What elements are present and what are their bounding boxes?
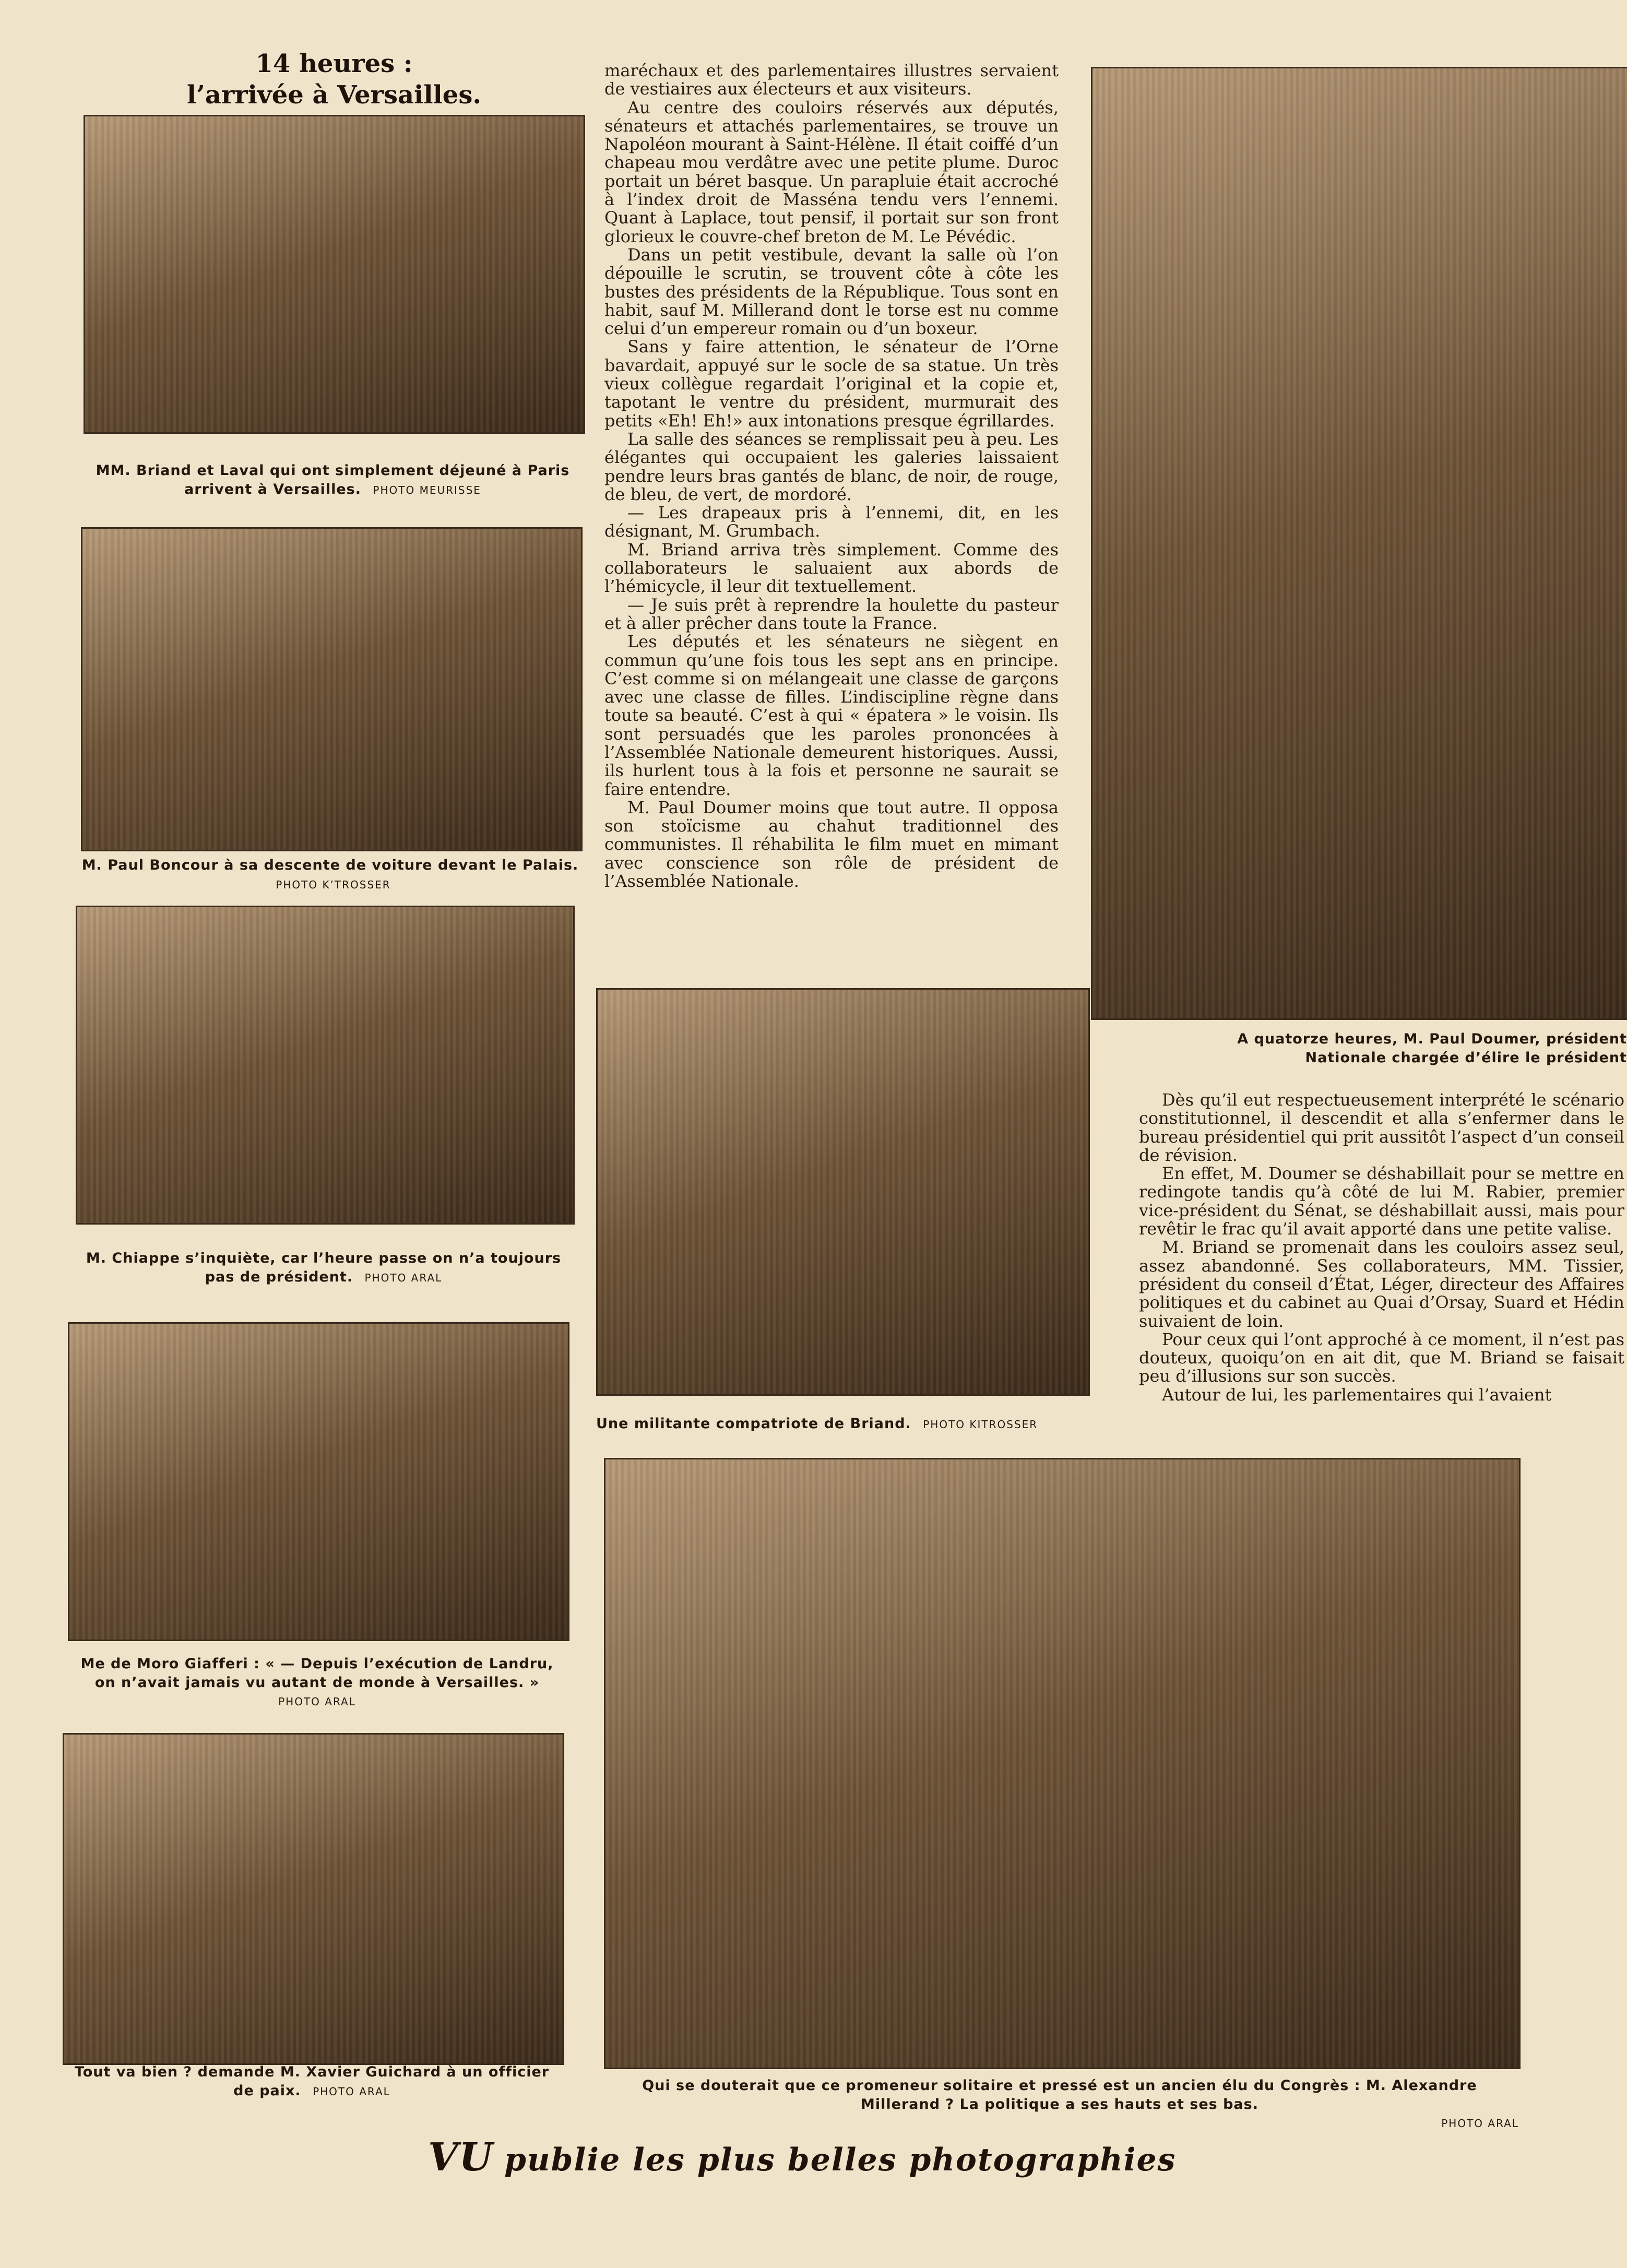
caption-guichard-credit: PHOTO ARAL [313,2085,390,2098]
article-paragraph: M. Briand arriva très simplement. Comme des collaborateurs le saluaient aux abords de l’hémicycle, il leur dit textuellement. [604,539,1059,597]
photo-chiappe [76,906,575,1225]
article-paragraph: M. Paul Doumer moins que tout autre. Il opposa son stoïcisme au chahut traditionnel des communistes. Il réhabilita le film muet en mimant avec conscience son rôle de président de l’Assemblée Nationale. [604,797,1059,892]
caption-chiappe [76,1249,572,1287]
photo-moro-giafferi [68,1322,569,1641]
caption-doumer-line-2: Nationale chargée d’élire le président [1305,1050,1627,1066]
article-middle-column [604,62,1059,890]
caption-militante [596,1415,1087,1434]
caption-guichard [63,2063,561,2101]
article-paragraph: — Je suis prêt à reprendre la houlette du pasteur et à aller prêcher dans toute la France. [604,595,1059,633]
photo-militante [596,988,1090,1396]
caption-millerand-text: Qui se douterait que ce promeneur solitaire et pressé est un ancien élu du Congrès : M. Alexandre Millerand ? La politique a ses hauts et ses bas. [642,2077,1477,2112]
caption-moro-giafferi-text: Me de Moro Giafferi : « — Depuis l’exécution de Landru, on n’avait jamais vu autant de monde à Versailles. » [80,1656,554,1691]
article-paragraph: — Les drapeaux pris à l’ennemi, dit, en les désignant, M. Grumbach. [604,503,1059,541]
caption-boncour [81,856,579,894]
caption-millerand-credit: PHOTO ARAL [1441,2117,1519,2130]
article-paragraph: En effet, M. Doumer se déshabillait pour se mettre en redingote tandis qu’à côté de lui M. Rabier, premier vice-président du Sénat, se déshabillait aussi, mais pour revêtir le frac qu’il avait apporté dans une petite valise. [1139,1163,1624,1239]
photo-assemblee-nationale [1091,67,1627,1020]
caption-briand-laval [84,461,582,500]
article-paragraph: Dès qu’il eut respectueusement interprété le scénario constitutionnel, il descendit et alla s’enfermer dans le bureau présidentiel qui prit aussitôt l’aspect d’un conseil de révision. [1139,1090,1624,1165]
caption-militante-credit: PHOTO KITROSSER [923,1418,1038,1431]
caption-briand-laval-text: MM. Briand et Laval qui ont simplement déjeuné à Paris arrivent à Versailles. [96,462,570,497]
article-paragraph: Au centre des couloirs réservés aux députés, sénateurs et attachés parlementaires, se trouve un Napoléon mourant à Saint-Hélène. Il était coiffé d’un chapeau mou verdâtre avec une petite plume. Duroc portait un béret basque. Un parapluie était accroché à l’index droit de Masséna tendu vers l’ennemi. Quant à Laplace, tout pensif, il portait sur son front glorieux le couvre-chef breton de M. Le Pévédic. [604,97,1059,246]
caption-chiappe-text: M. Chiappe s’inquiète, car l’heure passe on n’a toujours pas de président. [86,1250,562,1285]
caption-moro-giafferi [68,1655,566,1711]
caption-millerand [600,2076,1519,2133]
caption-briand-laval-credit: PHOTO MEURISSE [373,484,481,496]
article-paragraph: Sans y faire attention, le sénateur de l’Orne bavardait, appuyé sur le socle de sa statue. Un très vieux collègue regardait l’original et la copie et, tapotant le ventre du président, murmurait des petits «Eh! Eh!» aux intonations presque égrillardes. [604,337,1059,431]
article-paragraph: Pour ceux qui l’ont approché à ce moment, il n’est pas douteux, quoiqu’on en ait dit, que M. Briand se faisait peu d’illusions sur son succès. [1139,1329,1624,1386]
article-paragraph: Dans un petit vestibule, devant la salle où l’on dépouille le scrutin, se trouvent côte à côte les bustes des présidents de la République. Tous sont en habit, sauf M. Millerand dont le torse est nu comme celui d’un empereur romain ou d’un boxeur. [604,244,1059,339]
article-paragraph: La salle des séances se remplissait peu à peu. Les élégantes qui occupaient les galeries laissaient pendre leurs bras gantés de blanc, de noir, de rouge, de bleu, de vert, de mordoré. [604,429,1059,504]
photo-millerand [604,1458,1521,2069]
page-title [84,48,585,111]
photo-guichard [63,1733,564,2065]
footer-brand: VU [428,2135,494,2180]
photo-boncour [81,527,583,851]
title-line-1: 14 heures : [255,49,413,78]
article-right-column [1139,1091,1624,1404]
caption-doumer-line-1: A quatorze heures, M. Paul Doumer, président [1237,1031,1627,1047]
title-line-2: l’arrivée à Versailles. [186,80,482,110]
caption-militante-text: Une militante compatriote de Briand. [596,1416,911,1432]
article-paragraph: M. Briand se promenait dans les couloirs assez seul, assez abandonné. Ses collaborateurs, MM. Tissier, président du conseil d’État, Léger, directeur des Affaires politiques et du cabinet au Quai d’Orsay, Suard et Hédin suivaient de loin. [1139,1237,1624,1331]
article-paragraph: Les députés et les sénateurs ne siègent en commun qu’une fois tous les sept ans en principe. C’est comme si on mélangeait une classe de garçons avec une classe de filles. L’indiscipline règne dans toute sa beauté. C’est à qui « épatera » le voisin. Ils sont persuadés que les paroles prononcées à l’Assemblée Nationale demeurent historiques. Aussi, ils hurlent tous à la fois et personne ne saurait se faire entendre. [604,632,1059,799]
caption-doumer [1117,1030,1627,1067]
caption-boncour-text: M. Paul Boncour à sa descente de voiture devant le Palais. [81,857,579,873]
article-paragraph: Autour de lui, les parlementaires qui l’avaient [1162,1384,1552,1405]
footer-tagline [428,2135,1211,2180]
article-paragraph: maréchaux et des parlementaires illustres servaient de vestiaires aux électeurs et aux visiteurs. [604,61,1059,99]
footer-tagline-text: publie les plus belles photographies [504,2142,1177,2178]
caption-guichard-text: Tout va bien ? demande M. Xavier Guichard à un officier de paix. [74,2064,550,2099]
caption-boncour-credit: PHOTO K’TROSSER [276,878,391,891]
caption-chiappe-credit: PHOTO ARAL [364,1272,443,1284]
caption-moro-giafferi-credit: PHOTO ARAL [278,1695,356,1708]
photo-briand-laval [84,115,585,434]
